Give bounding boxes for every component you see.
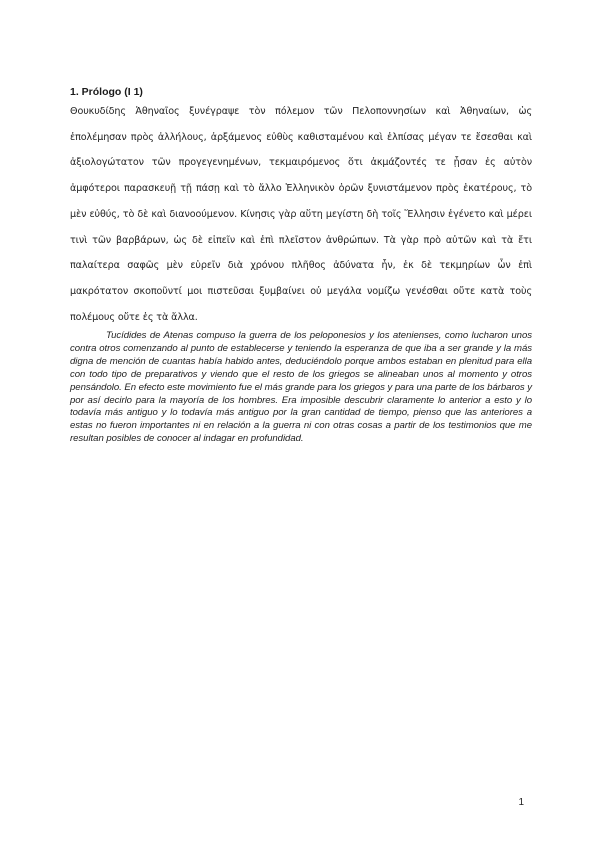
section-heading: 1. Prólogo (I 1) bbox=[70, 86, 143, 98]
greek-original-paragraph: Θουκυδίδης Ἀθηναῖος ξυνέγραψε τὸν πόλεμον τῶν Πελοποννησίων καὶ Ἀθηναίων, ὡς ἐπολέμησαν πρὸς ἀλλήλους, ἀρξάμενος εὐθὺς καθισταμένου καὶ ἐλπίσας μέγαν τε ἔσεσθαι καὶ ἀξιολογώτατον τῶν προγεγενημένων, τεκμαιρόμενος ὅτι ἀκμάζοντές τε ᾖσαν ἐς αὐτὸν ἀμφότεροι παρασκευῇ τῇ πάσῃ καὶ τὸ ἄλλο Ἑλληνικὸν ὁρῶν ξυνιστάμενον πρὸς ἑκατέρους, τὸ μὲν εὐθύς, τὸ δὲ καὶ διανοούμενον. Κίνησις γὰρ αὕτη μεγίστη δὴ τοῖς Ἕλλησιν ἐγένετο καὶ μέρει τινὶ τῶν βαρβάρων, ὡς δὲ εἰπεῖν καὶ ἐπὶ πλεῖστον ἀνθρώπων. Τὰ γὰρ πρὸ αὐτῶν καὶ τὰ ἔτι παλαίτερα σαφῶς μὲν εὑρεῖν διὰ χρόνου πλῆθος ἀδύνατα ἦν, ἐκ δὲ τεκμηρίων ὧν ἐπὶ μακρότατον σκοποῦντί μοι πιστεῦσαι ξυμβαίνει οὐ μεγάλα νομίζω γενέσθαι οὔτε κατὰ τοὺς πολέμους οὔτε ἐς τὰ ἄλλα. bbox=[70, 106, 532, 323]
spanish-translation-paragraph: Tucídides de Atenas compuso la guerra de los peloponesios y los atenienses, como lucharon unos contra otros comenzando al punto de establecerse y teniendo la esperanza de que iba a ser grande y la más digna de mención de cuantas había habido antes, deduciéndolo porque ambos estaban en plenitud para ella con todo tipo de preparativos y viendo que el resto de los griegos se alineaban unos al momento y otros pensándolo. En efecto este movimiento fue el más grande para los griegos y para una parte de los bárbaros y por así decirlo para la mayoría de los hombres. Era imposible descubrir claramente lo anterior a esto y lo todavía más antiguo y lo todavía más antiguo por la gran cantidad de tiempo, pienso que las anteriores a estas no fueron importantes ni en relación a la guerra ni con otras cosas a partir de los testimonios que me resultan posibles de conocer al indagar en profundidad. bbox=[70, 330, 532, 445]
page-number: 1 bbox=[518, 797, 524, 808]
